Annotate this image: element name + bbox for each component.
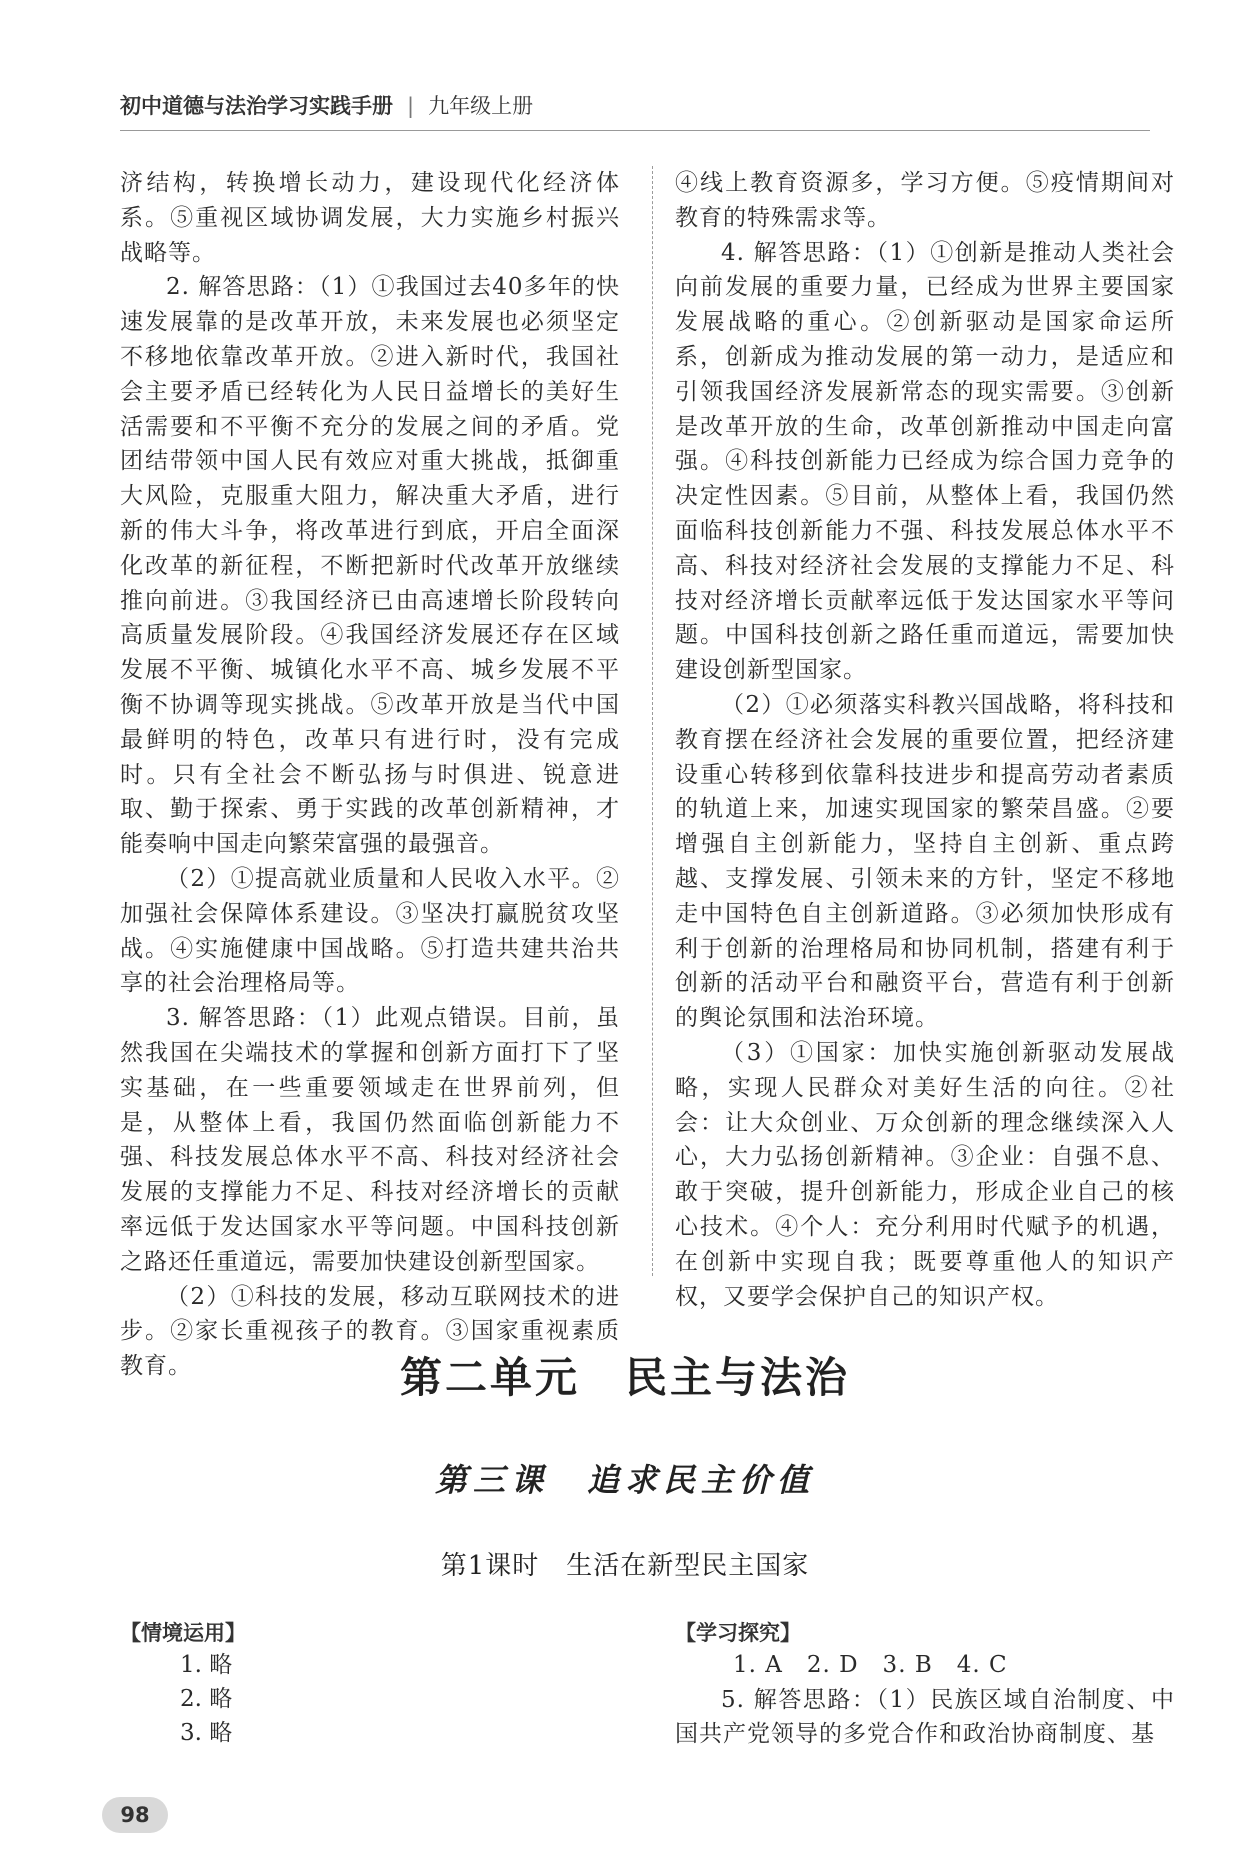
answer-item: 2. 略 bbox=[180, 1686, 233, 1712]
section-heading-scenario: 【情境运用】 bbox=[120, 1621, 246, 1645]
paragraph: （2）①提高就业质量和人民收入水平。②加强社会保障体系建设。③坚决打赢脱贫攻坚战。④实施健康中国战略。⑤打造共建共治共享的社会治理格局等。 bbox=[120, 865, 620, 997]
paragraph: 2. 解答思路：（1）①我国过去40多年的快速发展靠的是改革开放，未来发展也必须坚定不移地依靠改革开放。②进入新时代，我国社会主要矛盾已经转化为人民日益增长的美好生活需要和不平衡不充分的发展之间的矛盾。党团结带领中国人民有效应对重大挑战，抵御重大风险，克服重大阻力，解决重大矛盾，进行新的伟大斗争，将改革进行到底，开启全面深化改革的新征程，不断把新时代改革开放继续推向前进。③我国经济已由高速增长阶段转向高质量发展阶段。④我国经济发展还存在区域发展不平衡、城镇化水平不高、城乡发展不平衡不协调等现实挑战。⑤改革开放是当代中国最鲜明的特色，改革只有进行时，没有完成时。只有全社会不断弘扬与时俱进、锐意进取、勤于探索、勇于实践的改革创新精神，才能奏响中国走向繁荣富强的最强音。 bbox=[120, 274, 620, 858]
column-divider bbox=[652, 166, 653, 1276]
lesson-title: 第三课 追求民主价值 bbox=[434, 1461, 815, 1499]
paragraph: （3）①国家：加快实施创新驱动发展战略，实现人民群众对美好生活的向往。②社会：让大众创业、万众创新的理念继续深入人心，大力弘扬创新精神。③企业：自强不息、敢于突破，提升创新能力，形成企业自己的核心技术。④个人：充分利用时代赋予的机遇，在创新中实现自我；既要尊重他人的知识产权，又要学会保护自己的知识产权。 bbox=[675, 1039, 1175, 1310]
header-separator: | bbox=[407, 94, 415, 118]
paragraph: 济结构，转换增长动力，建设现代化经济体系。⑤重视区域协调发展，大力实施乡村振兴战略等。 bbox=[120, 170, 620, 266]
unit-title: 第二单元 民主与法治 bbox=[399, 1353, 850, 1402]
scenario-answers bbox=[180, 1648, 232, 1750]
grade-label: 九年级上册 bbox=[428, 94, 534, 118]
answer-item: 1. 略 bbox=[180, 1652, 233, 1678]
left-column bbox=[120, 166, 620, 1384]
paragraph: 4. 解答思路：（1）①创新是推动人类社会向前发展的重要力量，已经成为世界主要国家发展战略的重心。②创新驱动是国家命运所系，创新成为推动发展的第一动力，是适应和引领我国经济发展新常态的现实需要。③创新是改革开放的生命，改革创新推动中国走向富强。④科技创新能力已经成为综合国力竞争的决定性因素。⑤目前，从整体上看，我国仍然面临科技创新能力不强、科技发展总体水平不高、科技对经济社会发展的支撑能力不足、科技对经济增长贡献率远低于发达国家水平等问题。中国科技创新之路任重而道远，需要加快建设创新型国家。 bbox=[675, 239, 1175, 684]
section-heading-inquiry: 【学习探究】 bbox=[675, 1621, 801, 1645]
paragraph: ④线上教育资源多，学习方便。⑤疫情期间对教育的特殊需求等。 bbox=[675, 170, 1175, 231]
header-rule bbox=[120, 130, 1150, 131]
right-column bbox=[675, 166, 1175, 1314]
page-number: 98 bbox=[102, 1797, 168, 1833]
paragraph: 3. 解答思路：（1）此观点错误。目前，虽然我国在尖端技术的掌握和创新方面打下了坚实基础，在一些重要领域走在世界前列，但是，从整体上看，我国仍然面临创新能力不强、科技发展总体水平不高、科技对经济社会发展的支撑能力不足、科技对经济增长的贡献率远低于发达国家水平等问题。中国科技创新之路还任重道远，需要加快建设创新型国家。 bbox=[120, 1005, 620, 1275]
inquiry-answers bbox=[675, 1648, 1175, 1752]
answer-item: 3. 略 bbox=[180, 1720, 233, 1746]
book-title: 初中道德与法治学习实践手册 bbox=[120, 94, 393, 118]
period-title: 第1课时 生活在新型民主国家 bbox=[440, 1551, 810, 1581]
paragraph: （2）①科技的发展，移动互联网技术的进步。②家长重视孩子的教育。③国家重视素质教育。 bbox=[120, 1283, 620, 1380]
running-header bbox=[120, 90, 1150, 120]
paragraph: （2）①必须落实科教兴国战略，将科技和教育摆在经济社会发展的重要位置，把经济建设重心转移到依靠科技进步和提高劳动者素质的轨道上来，加速实现国家的繁荣昌盛。②要增强自主创新能力，坚持自主创新、重点跨越、支撑发展、引领未来的方针，坚定不移地走中国特色自主创新道路。③必须加快形成有利于创新的治理格局和协同机制，搭建有利于创新的活动平台和融资平台，营造有利于创新的舆论氛围和法治环境。 bbox=[675, 691, 1175, 1032]
paragraph: 5. 解答思路：（1）民族区域自治制度、中国共产党领导的多党合作和政治协商制度、基 bbox=[675, 1686, 1175, 1747]
multiple-choice-answers: 1. A 2. D 3. B 4. C bbox=[733, 1652, 1008, 1678]
